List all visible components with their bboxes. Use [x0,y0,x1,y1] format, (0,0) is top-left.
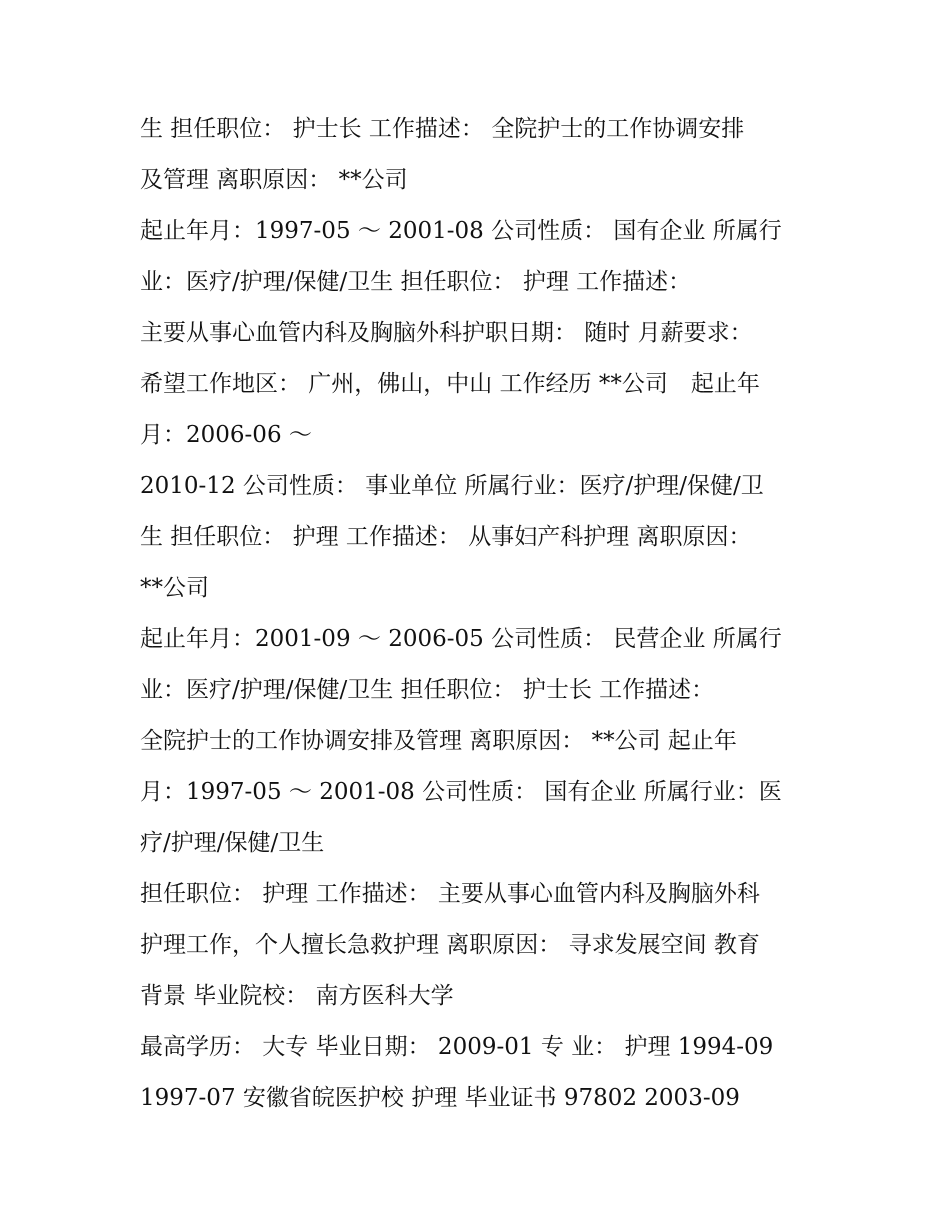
text-line: **公司 [140,575,209,601]
text-line: 担任职位： 护理 工作描述： 主要从事心血管内科及胸脑外科 [140,881,760,907]
text-line: 月：1997-05 ～ 2001-08 公司性质： 国有企业 所属行业：医 [140,779,782,805]
text-line: 全院护士的工作协调安排及管理 离职原因： **公司 起止年 [140,728,737,754]
text-line: 疗/护理/保健/卫生 [140,830,325,856]
document-body [140,104,820,1124]
text-line: 起止年月：2001-09 ～ 2006-05 公司性质： 民营企业 所属行 [140,626,782,652]
text-line: 起止年月：1997-05 ～ 2001-08 公司性质： 国有企业 所属行 [140,218,782,244]
text-line: 希望工作地区： 广州，佛山，中山 工作经历 **公司 起止年 [140,371,760,397]
text-line: 2010-12 公司性质： 事业单位 所属行业：医疗/护理/保健/卫 [140,473,764,499]
text-line: 主要从事心血管内科及胸脑外科护职日期： 随时 月薪要求： [140,320,753,346]
text-line: 生 担任职位： 护理 工作描述： 从事妇产科护理 离职原因： [140,524,752,550]
text-line: 1997-07 安徽省皖医护校 护理 毕业证书 97802 2003-09 [140,1085,740,1111]
text-line: 业：医疗/护理/保健/卫生 担任职位： 护士长 工作描述： [140,677,715,703]
text-line: 月：2006-06 ～ [140,422,312,448]
text-line: 生 担任职位： 护士长 工作描述： 全院护士的工作协调安排 [140,116,745,142]
text-line: 业：医疗/护理/保健/卫生 担任职位： 护理 工作描述： [140,269,692,295]
text-line: 最高学历： 大专 毕业日期： 2009-01 专 业： 护理 1994-09 [140,1034,774,1060]
text-line: 及管理 离职原因： **公司 [140,167,408,193]
text-line: 护理工作，个人擅长急救护理 离职原因： 寻求发展空间 教育 [140,932,760,958]
text-line: 背景 毕业院校： 南方医科大学 [140,983,454,1009]
